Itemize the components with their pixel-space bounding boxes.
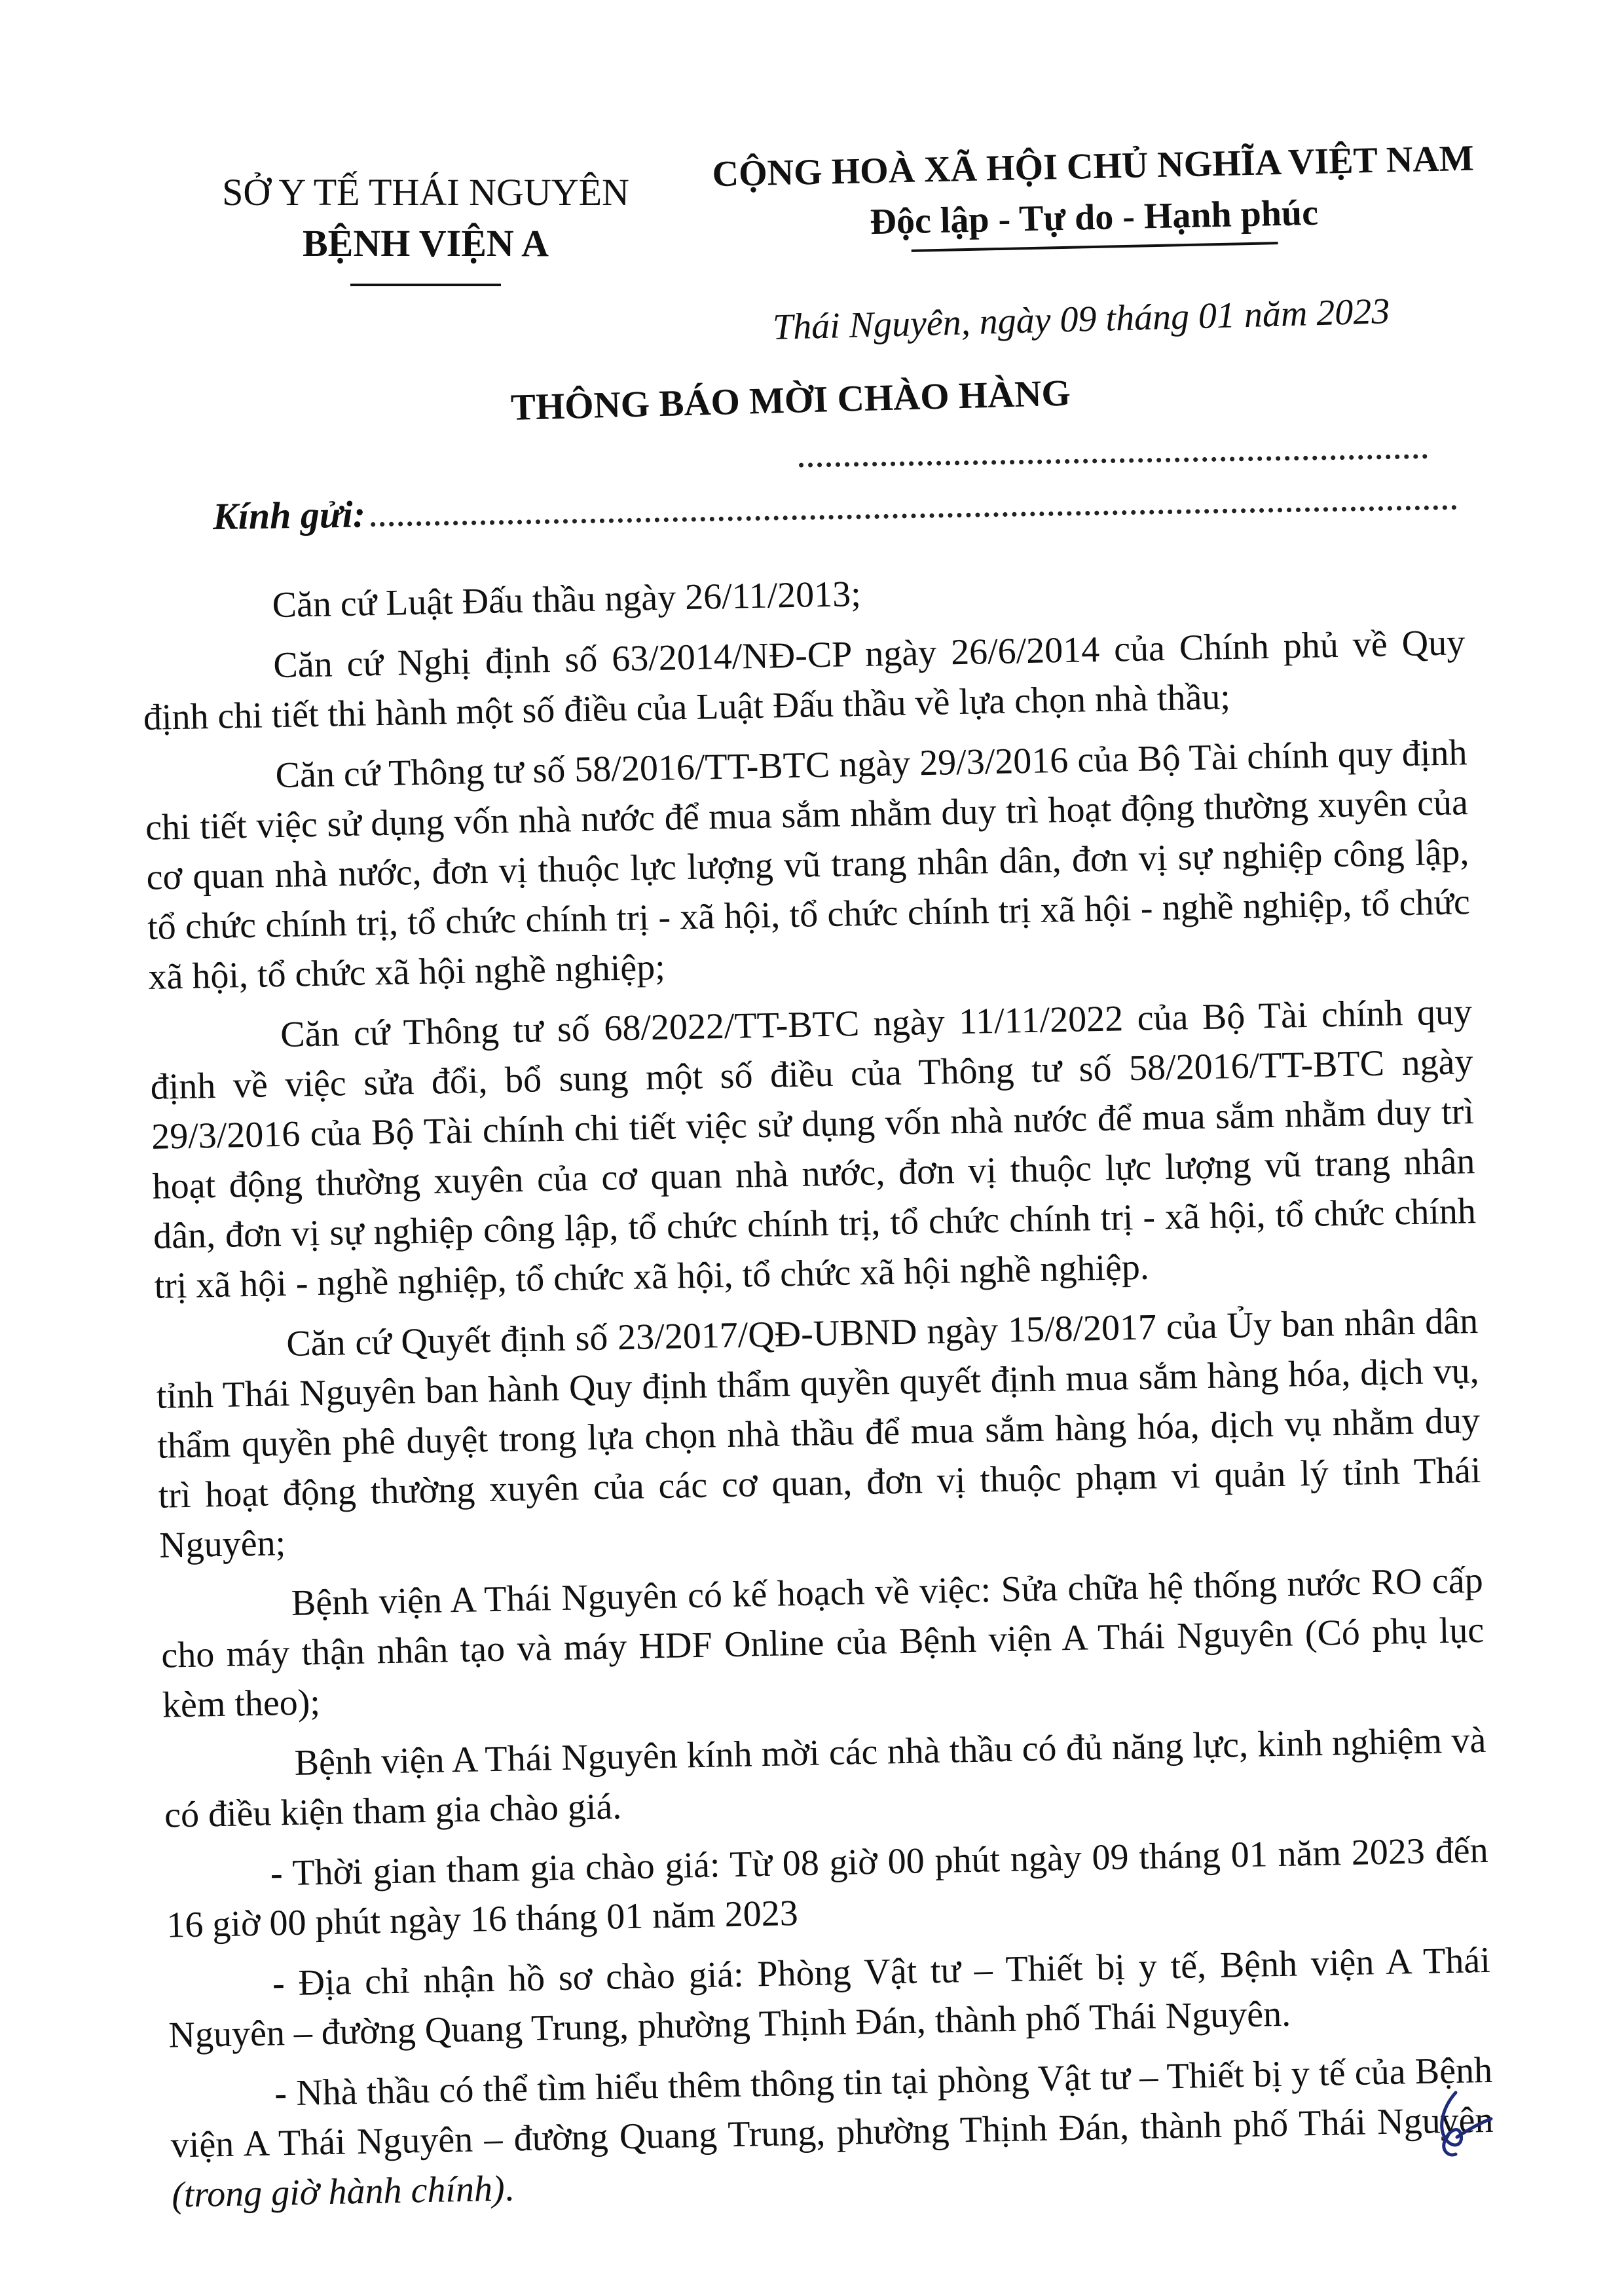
paragraph-legal-basis-5: Căn cứ Quyết định số 23/2017/QĐ-UBND ngày 15/8/2017 của Ủy ban nhân dân tỉnh Thái Nguyên ban hành Quy định thẩm quyền quyết định mua sắm hàng hóa, dịch vụ, thẩm quyền phê duyệt trong lựa chọn nhà thầu để mua sắm hàng hóa, dịch vụ nhằm duy trì hoạt động thường xuyên của các cơ quan, đơn vị thuộc phạm vi quản lý tỉnh Thái Nguyên;: [156, 1301, 1481, 1566]
recipient-blank: [370, 475, 1457, 527]
document-body: [141, 557, 1495, 2230]
info-end: .: [504, 2168, 515, 2209]
paragraph-plan: Bệnh viện A Thái Nguyên có kế hoạch về việc: Sửa chữa hệ thống nước RO cấp cho máy thận nhân tạo và máy HDF Online của Bệnh viện A Thái Nguyên (Có phụ lục kèm theo);: [160, 1559, 1485, 1726]
organization-name: BỆNH VIỆN A: [302, 222, 549, 265]
paragraph-legal-basis-3: Căn cứ Thông tư số 58/2016/TT-BTC ngày 29/3/2016 của Bộ Tài chính quy định chi tiết việc sử dụng vốn nhà nước để mua sắm nhằm duy trì hoạt động thường xuyên của cơ quan nhà nước, đơn vị thuộc lực lượng vũ trang nhân dân, đơn vị sự nghiệp công lập, tổ chức chính trị, tổ chức chính trị - xã hội, tổ chức chính trị xã hội - nghề nghiệp, tổ chức xã hội, tổ chức xã hội nghề nghiệp;: [145, 732, 1471, 998]
paragraph-legal-basis-1: Căn cứ Luật Đấu thầu ngày 26/11/2013;: [272, 573, 862, 626]
parent-organization: SỞ Y TẾ THÁI NGUYÊN: [222, 171, 629, 214]
initial-signature-mark: [1418, 2086, 1496, 2165]
place-date: Thái Nguyên, ngày 09 tháng 01 năm 2023: [772, 291, 1391, 348]
paragraph-legal-basis-2: Căn cứ Nghị định số 63/2014/NĐ-CP ngày 26/6/2014 của Chính phủ về Quy định chi tiết thi hành một số điều của Luật Đấu thầu về lựa chọn nhà thầu;: [143, 622, 1466, 738]
recipient-label: Kính gửi:: [212, 493, 366, 538]
paragraph-legal-basis-4: Căn cứ Thông tư số 68/2022/TT-BTC ngày 11/11/2022 của Bộ Tài chính quy định về việc sửa đổi, bổ sung một số điều của Thông tư số 58/2016/TT-BTC ngày 29/3/2016 của Bộ Tài chính chi tiết việc sử dụng vốn nhà nước để mua sắm nhằm duy trì hoạt động thường xuyên của cơ quan nhà nước, đơn vị thuộc lực lượng vũ trang nhân dân, đơn vị sự nghiệp công lập, tổ chức chính trị, tổ chức chính trị - xã hội, tổ chức chính trị xã hội - nghề nghiệp, tổ chức xã hội, tổ chức xã hội nghề nghiệp.: [150, 992, 1477, 1307]
national-header: [693, 132, 1494, 257]
paragraph-info: [170, 2045, 1495, 2220]
paragraph-invitation: Bệnh viện A Thái Nguyên kính mời các nhà thầu có đủ năng lực, kinh nghiệm và có điều kiện tham gia chào giá.: [164, 1719, 1486, 1836]
document-title: THÔNG BÁO MỜI CHÀO HÀNG: [510, 372, 1071, 428]
dotted-line: [799, 454, 1428, 467]
info-text: - Nhà thầu có thể tìm hiểu thêm thông tin tại phòng Vật tư – Thiết bị y tế của Bệnh viện A Thái Nguyên – đường Quang Trung, phường Thịnh Đán, thành phố Thái Nguyên: [170, 2049, 1494, 2166]
national-motto: Độc lập - Tự do - Hạnh phúc: [869, 192, 1319, 243]
paragraph-address: - Địa chỉ nhận hồ sơ chào giá: Phòng Vật tư – Thiết bị y tế, Bệnh viện A Thái Nguyên – đường Quang Trung, phường Thịnh Đán, thành phố Thái Nguyên.: [168, 1939, 1491, 2056]
national-title: CỘNG HOÀ XÃ HỘI CHỦ NGHĨA VIỆT NAM: [711, 138, 1475, 195]
issuing-organization: [164, 167, 688, 286]
organization-underline: [350, 284, 501, 286]
recipient-line: [212, 475, 1457, 538]
info-hours: (trong giờ hành chính): [171, 2168, 506, 2216]
paragraph-time: - Thời gian tham gia chào giá: Từ 08 giờ 00 phút ngày 09 tháng 01 năm 2023 đến 16 giờ 00 phút ngày 16 tháng 01 năm 2023: [166, 1829, 1489, 1946]
